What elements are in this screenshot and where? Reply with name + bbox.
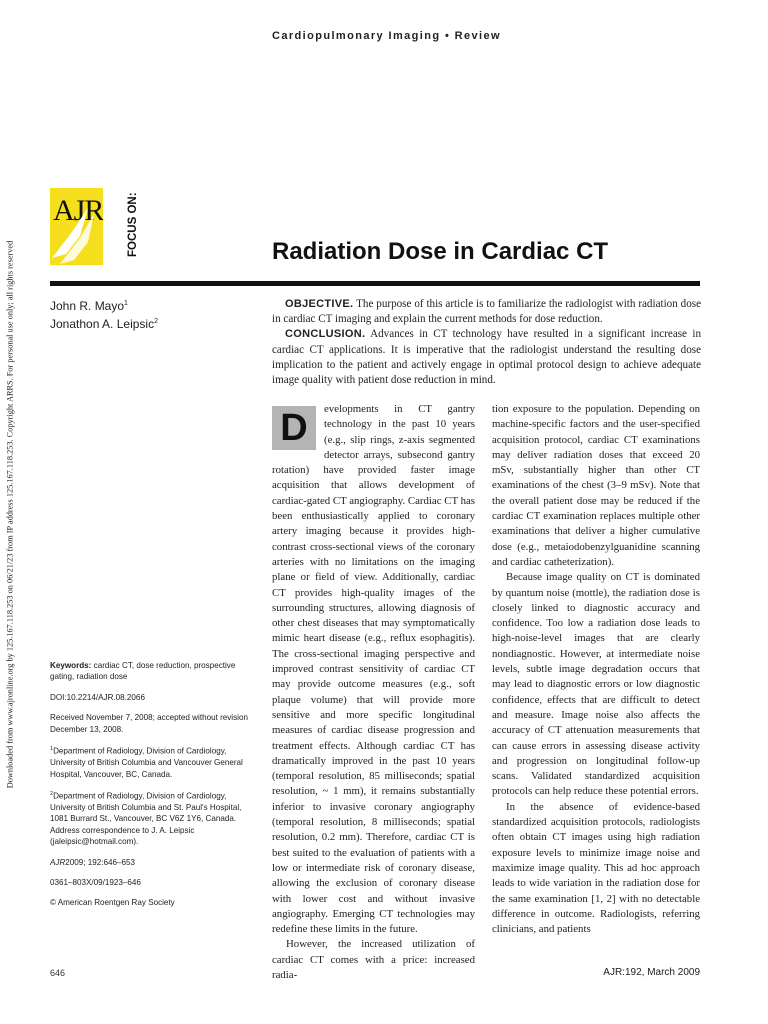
- body-paragraph: tion exposure to the population. Depending on machine-specific factors and the user-specified acquisition protocol, cardiac CT examinations may deliver radiation doses that exceed 20 mSv, substantially higher than other CT examinations of the chest (3–9 mSv). Note that the overall patient dose may be reduced if the cardiac CT examination replaces multiple other examinations that deliver a higher cumulative dose (e.g., metaiodobenzylguanidine scanning and cardiac catheterization).: [492, 403, 700, 568]
- download-notice: Downloaded from www.ajronline.org by 125.167.118.253 on 06/21/23 from IP address 125.167.118.253. Copyright ARRS. For personal use only; all rights reserved: [5, 240, 15, 789]
- keywords: Keywords: cardiac CT, dose reduction, prospective gating, radiation dose: [50, 661, 236, 682]
- affiliation-2: $^2$Department of Radiology, Division of Cardiology, University of British Columbia and St. Paul's Hospital, 1081 Burrard St., Vancouver, BC V6Z 1Y6, Canada. Address correspondence to J. A. Leipsic (jaleipsic@hotmail.com).: [50, 790, 242, 847]
- abstract: [272, 297, 701, 388]
- citation: AJR2009; 192:646–653: [50, 857, 136, 867]
- abstract-conclusion: CONCLUSION. Advances in CT technology have resulted in a significant increase in cardiac CT applications. It is imperative that the radiologist understand the resulting dose implication to the patient and actively engage in optimal protocol design to achieve adequate image quality with patient dose reduction in mind.: [272, 328, 701, 387]
- body-paragraph: In the absence of evidence-based standardized acquisition protocols, radiologists often obtain CT images using high radiation exposure levels to minimize image noise and maximize image quality. This ad hoc approach leads to wide variation in the radiation dose for the same examination [1, 2] with no detectable difference in outcome. Radiologists, referring clinicians, and patients: [492, 800, 700, 936]
- received-dates: Received November 7, 2008; accepted without revision December 13, 2008.: [50, 713, 248, 734]
- author-1: John R. Mayo$^1$: [50, 299, 128, 313]
- body-paragraph: D evelopments in CT gantry technology in the past 10 years (e.g., slip rings, z-axis segmented detector arrays, subsecond gantry rotation) have provided faster image acquisition that allows development of cardiac-gated CT angiography. Cardiac CT has been enthusiastically applied to coronary artery imaging because it provides high-contrast cross-sectional views of the coronary arteries with no limitations on the imaging plane or field of view. Additionally, cardiac CT provides high-quality images of the surrounding structures, allowing diagnosis of other chest diseases that may symptomatically mimic heart disease (e.g., reflux esophagitis). The cross-sectional imaging perspective and improved contrast sensitivity of cardiac CT may provide outcome measures (e.g., soft plaque volume) that will provide more sensitive and more specific longitudinal measures of cardiac disease progression and treatment effects. Although cardiac CT has dramatically improved in the past 10 years (temporal resolution, 85 milliseconds; spatial resolution, ~ 1 mm), it remains substantially inferior to invasive coronary angiography (temporal resolution, 8 milliseconds; spatial resolution, 0.2 mm). Therefore, cardiac CT is best suited to the evaluation of patients with a low or intermediate risk of coronary disease, allowing the exclusion of coronary disease with lower cost and without invasive angiography. Emerging CT technologies may redefine these limits in the future.: [272, 403, 475, 936]
- article-info-sidebar: [50, 660, 255, 918]
- author-2: Jonathon A. Leipsic$^2$: [50, 317, 158, 331]
- title-rule: [50, 281, 700, 286]
- body-paragraph: Because image quality on CT is dominated by quantum noise (mottle), the radiation dose is closely linked to diagnostic accuracy and confidence. Too low a radiation dose leads to high-noise-level images that are clearly nondiagnostic. However, at intermediate noise levels, subtle image degradation occurs that may lead to diagnostic errors or low diagnostic confidence, effects that are difficult to detect and measure. Image noise also affects the accuracy of CT attenuation measurements that can cause errors in assessing disease activity and progression on longitudinal follow-up scans. Validated standardized acquisition protocols can help reduce these potential errors.: [492, 571, 700, 798]
- body-column-1: [272, 402, 475, 983]
- article-title: Radiation Dose in Cardiac CT: [272, 238, 609, 265]
- section-header: Cardiopulmonary Imaging • Review: [272, 30, 501, 42]
- logo-focus-label: FOCUS ON:: [127, 192, 139, 257]
- abstract-objective: OBJECTIVE. The purpose of this article is to familiarize the radiologist with radiation dose in cardiac CT imaging and explain the current methods for dose reduction.: [272, 298, 701, 326]
- body-column-2: [492, 402, 700, 937]
- page-number: 646: [50, 968, 66, 978]
- journal-issue: AJR:192, March 2009: [603, 967, 700, 978]
- body-paragraph: However, the increased utilization of cardiac CT comes with a price: increased radia-: [272, 938, 475, 981]
- doi: DOI:10.2214/AJR.08.2066: [50, 692, 145, 702]
- copyright: © American Roentgen Ray Society: [50, 898, 175, 908]
- logo-box: [50, 188, 103, 265]
- ajr-focus-logo: [50, 188, 139, 265]
- drop-cap: D: [272, 406, 316, 450]
- logo-text: AJR: [53, 194, 103, 227]
- authors: [50, 296, 158, 332]
- affiliation-1: $^1$Department of Radiology, Division of Cardiology, University of British Columbia and Vancouver General Hospital, Vancouver, BC, Canada.: [50, 746, 243, 779]
- logo-swoosh-icon: [50, 188, 103, 265]
- issn: 0361–803X/09/1923–646: [50, 878, 141, 888]
